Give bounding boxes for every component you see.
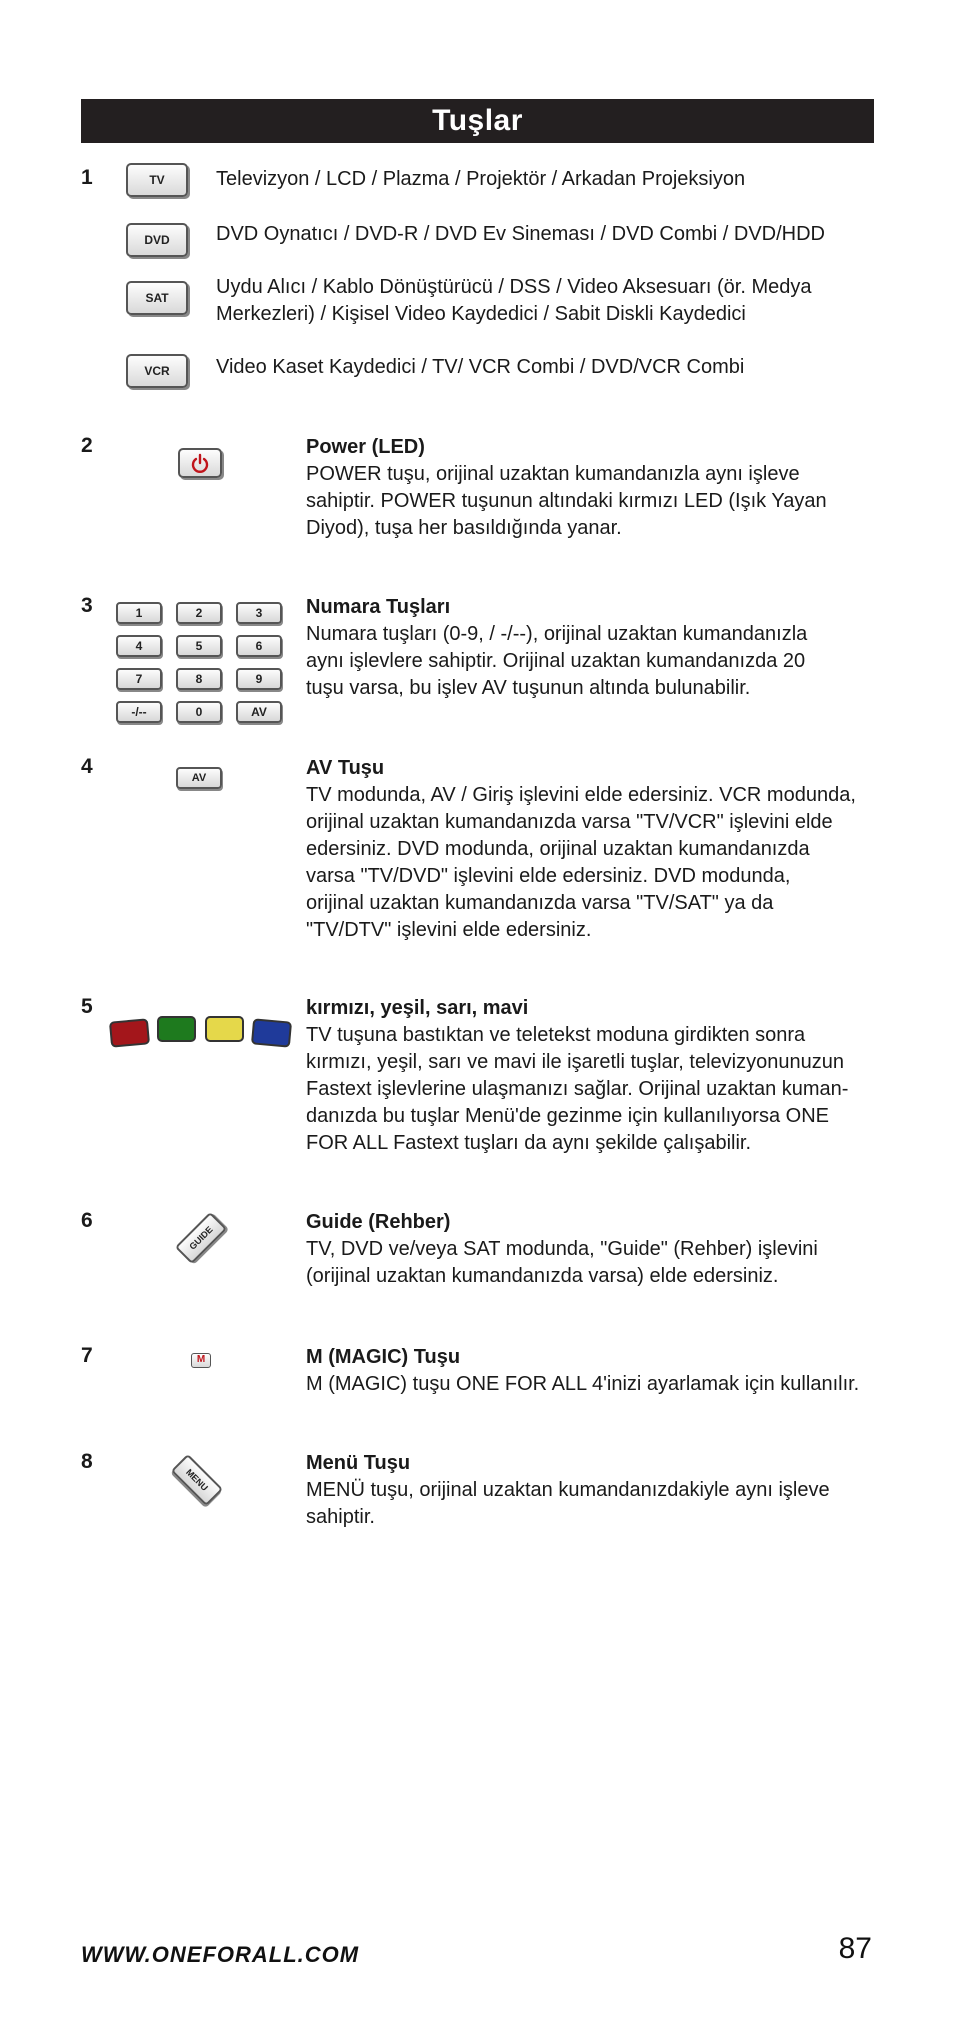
power-button <box>178 448 222 478</box>
key-4: 4 <box>116 635 162 657</box>
number-keys-body-line: Numara tuşları (0-9, / -/--), orijinal uzaktan kumandanızla <box>306 623 808 645</box>
guide-heading: Guide (Rehber) <box>306 1211 451 1233</box>
av-body-line: TV modunda, AV / Giriş işlevini elde edersiniz. VCR modunda, <box>306 784 856 806</box>
power-text <box>306 434 827 542</box>
menu-text <box>306 1450 830 1531</box>
page-number: 87 <box>838 1932 872 1965</box>
power-body-line: Diyod), tuşa her basıldığında yanar. <box>306 517 622 539</box>
vcr-description: Video Kaset Kaydedici / TV/ VCR Combi / DVD/VCR Combi <box>216 356 745 378</box>
key-dash: -/-- <box>116 701 162 723</box>
menu-button: MENU <box>171 1454 223 1506</box>
guide-body-line: (orijinal uzaktan kumandanızda varsa) elde edersiniz. <box>306 1265 779 1287</box>
section-number-5: 5 <box>81 995 93 1018</box>
magic-heading: M (MAGIC) Tuşu <box>306 1346 461 1368</box>
av-body-line: orijinal uzaktan kumandanızda varsa "TV/VCR" işlevini elde <box>306 811 833 833</box>
key-7: 7 <box>116 668 162 690</box>
red-key <box>109 1018 150 1047</box>
tv-button: TV <box>126 163 188 197</box>
power-icon <box>180 450 220 476</box>
section-number-7: 7 <box>81 1344 93 1367</box>
guide-button: GUIDE <box>175 1212 227 1264</box>
color-keys-body-line: Fastext işlevlerine ulaşmanızı sağlar. Orijinal uzaktan kuman- <box>306 1078 849 1100</box>
color-keys-text <box>306 995 848 1157</box>
key-9: 9 <box>236 668 282 690</box>
blue-key <box>251 1018 292 1047</box>
number-keys-body-line: aynı işlevlere sahiptir. Orijinal uzaktan kumandanızda 20 <box>306 650 806 672</box>
key-1: 1 <box>116 602 162 624</box>
dvd-description: DVD Oynatıcı / DVD-R / DVD Ev Sineması / DVD Combi / DVD/HDD <box>216 223 826 245</box>
key-0: 0 <box>176 701 222 723</box>
power-body-line: POWER tuşu, orijinal uzaktan kumandanızla aynı işleve <box>306 463 800 485</box>
av-body-line: edersiniz. DVD modunda, orijinal uzaktan kumandanızda <box>306 838 810 860</box>
sat-button: SAT <box>126 281 188 315</box>
power-body-line: sahiptir. POWER tuşunun altındaki kırmızı LED (Işık Yayan <box>306 490 827 512</box>
av-body-line: varsa "TV/DVD" işlevini elde edersiniz. DVD modunda, <box>306 865 791 887</box>
section-number-3: 3 <box>81 594 93 617</box>
tv-description: Televizyon / LCD / Plazma / Projektör / Arkadan Projeksiyon <box>216 168 746 190</box>
key-6: 6 <box>236 635 282 657</box>
section-number-4: 4 <box>81 755 93 778</box>
section-number-8: 8 <box>81 1450 93 1473</box>
number-keys-text <box>306 594 807 702</box>
page-title: Tuşlar <box>81 99 874 143</box>
key-8: 8 <box>176 668 222 690</box>
color-keys-heading: kırmızı, yeşil, sarı, mavi <box>306 997 529 1019</box>
guide-text <box>306 1209 818 1290</box>
green-key <box>157 1016 196 1042</box>
magic-button: M <box>191 1353 211 1368</box>
section-number-2: 2 <box>81 434 93 457</box>
av-button: AV <box>176 767 222 789</box>
sat-description-line: Merkezleri) / Kişisel Video Kaydedici / Sabit Diskli Kaydedici <box>216 303 746 325</box>
section-number-6: 6 <box>81 1209 93 1232</box>
key-av: AV <box>236 701 282 723</box>
guide-body-line: TV, DVD ve/veya SAT modunda, "Guide" (Rehber) işlevini <box>306 1238 818 1260</box>
power-heading: Power (LED) <box>306 436 425 458</box>
color-keys-body-line: danızda bu tuşlar Menü'de gezinme için kullanılıyorsa ONE <box>306 1105 829 1127</box>
av-body-line: orijinal uzaktan kumandanızda varsa "TV/SAT" ya da <box>306 892 774 914</box>
key-3: 3 <box>236 602 282 624</box>
dvd-button: DVD <box>126 223 188 257</box>
number-keys-heading: Numara Tuşları <box>306 596 451 618</box>
key-5: 5 <box>176 635 222 657</box>
menu-body-line: MENÜ tuşu, orijinal uzaktan kumandanızdakiyle aynı işleve <box>306 1479 830 1501</box>
yellow-key <box>205 1016 244 1042</box>
av-heading: AV Tuşu <box>306 757 385 779</box>
number-keys-body-line: tuşu varsa, bu işlev AV tuşunun altında bulunabilir. <box>306 677 751 699</box>
vcr-button: VCR <box>126 354 188 388</box>
menu-heading: Menü Tuşu <box>306 1452 411 1474</box>
section-number-1: 1 <box>81 166 93 189</box>
color-keys-body-line: TV tuşuna bastıktan ve teletekst moduna girdikten sonra <box>306 1024 806 1046</box>
website-link[interactable]: WWW.ONEFORALL.COM <box>81 1942 360 1967</box>
av-text <box>306 755 856 944</box>
magic-text <box>306 1344 859 1398</box>
menu-body-line: sahiptir. <box>306 1506 375 1528</box>
sat-description <box>216 274 812 328</box>
magic-body-line: M (MAGIC) tuşu ONE FOR ALL 4'inizi ayarlamak için kullanılır. <box>306 1373 860 1395</box>
color-keys-body-line: kırmızı, yeşil, sarı ve mavi ile işaretli tuşlar, televizyonunuzun <box>306 1051 844 1073</box>
av-body-line: "TV/DTV" işlevini elde edersiniz. <box>306 919 592 941</box>
sat-description-line: Uydu Alıcı / Kablo Dönüştürücü / DSS / Video Aksesuarı (ör. Medya <box>216 276 812 298</box>
key-2: 2 <box>176 602 222 624</box>
color-keys-body-line: FOR ALL Fastext tuşları da aynı şekilde çalışabilir. <box>306 1132 752 1154</box>
